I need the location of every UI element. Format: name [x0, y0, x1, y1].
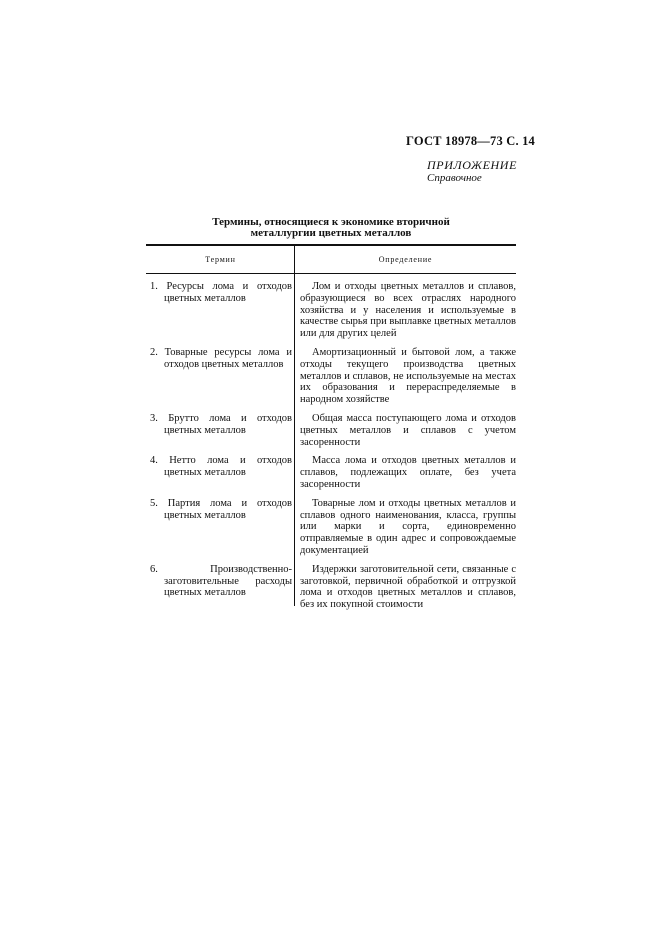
table-row [146, 281, 516, 340]
definition-cell: Масса лома и отходов цветных металлов и сплавов, подлежащих оплате, без учета засоренности [300, 455, 516, 490]
table-row [146, 413, 516, 448]
appendix-type: Справочное [427, 172, 482, 184]
term-cell: 6. Производственно-заготовительные расходы цветных металлов [150, 563, 292, 599]
term-cell: 2. Товарные ресурсы лома и отходов цветных металлов [150, 346, 292, 370]
term-cell: 5. Партия лома и отходов цветных металлов [150, 497, 292, 521]
column-header-definition: Определение [378, 255, 433, 264]
terms-table [146, 244, 516, 611]
definition-cell: Общая масса поступающего лома и отходов цветных металлов и сплавов с учетом засоренности [300, 412, 516, 448]
definition-cell: Лом и отходы цветных металлов и сплавов, образующиеся во всех отраслях народного хозяйства и у населения и используемые в качестве сырья при выплавке цветных металлов или для других целей [300, 281, 516, 340]
document-code: ГОСТ 18978—73 С. 14 [406, 134, 535, 148]
definition-cell: Амортизационный и бытовой лом, а также отходы текущего производства цветных металлов и сплавов, не используемые на местах их образования и перераспределяемые в народном хозяйстве [300, 346, 516, 406]
appendix-title: ПРИЛОЖЕНИЕ [427, 158, 517, 172]
table-row [146, 347, 516, 406]
table-header [146, 246, 516, 274]
table-title-line-2: металлургии цветных металлов [250, 227, 412, 239]
table-row [146, 564, 516, 611]
term-cell: 4. Нетто лома и отходов цветных металлов [150, 455, 292, 479]
table-row [146, 455, 516, 490]
appendix-label [427, 158, 517, 184]
column-divider [294, 246, 295, 606]
table-row [146, 498, 516, 557]
column-header-term: Термин [205, 255, 236, 264]
table-title-line-1: Термины, относящиеся к экономике вторичной [212, 216, 450, 228]
definition-cell: Издержки заготовительной сети, связанные с заготовкой, первичной обработкой и отгрузкой лома и отходов цветных металлов и сплавов, без их покупной стоимости [300, 563, 516, 611]
term-cell: 1. Ресурсы лома и отходов цветных металлов [150, 281, 292, 304]
definition-cell: Товарные лом и отходы цветных металлов и сплавов одного наименования, класса, группы или марки и сорта, единовременно отправляемые в один адрес и сопровождаемые документацией [300, 497, 516, 556]
term-cell: 3. Брутто лома и отходов цветных металлов [150, 412, 292, 436]
table-title [146, 217, 516, 239]
